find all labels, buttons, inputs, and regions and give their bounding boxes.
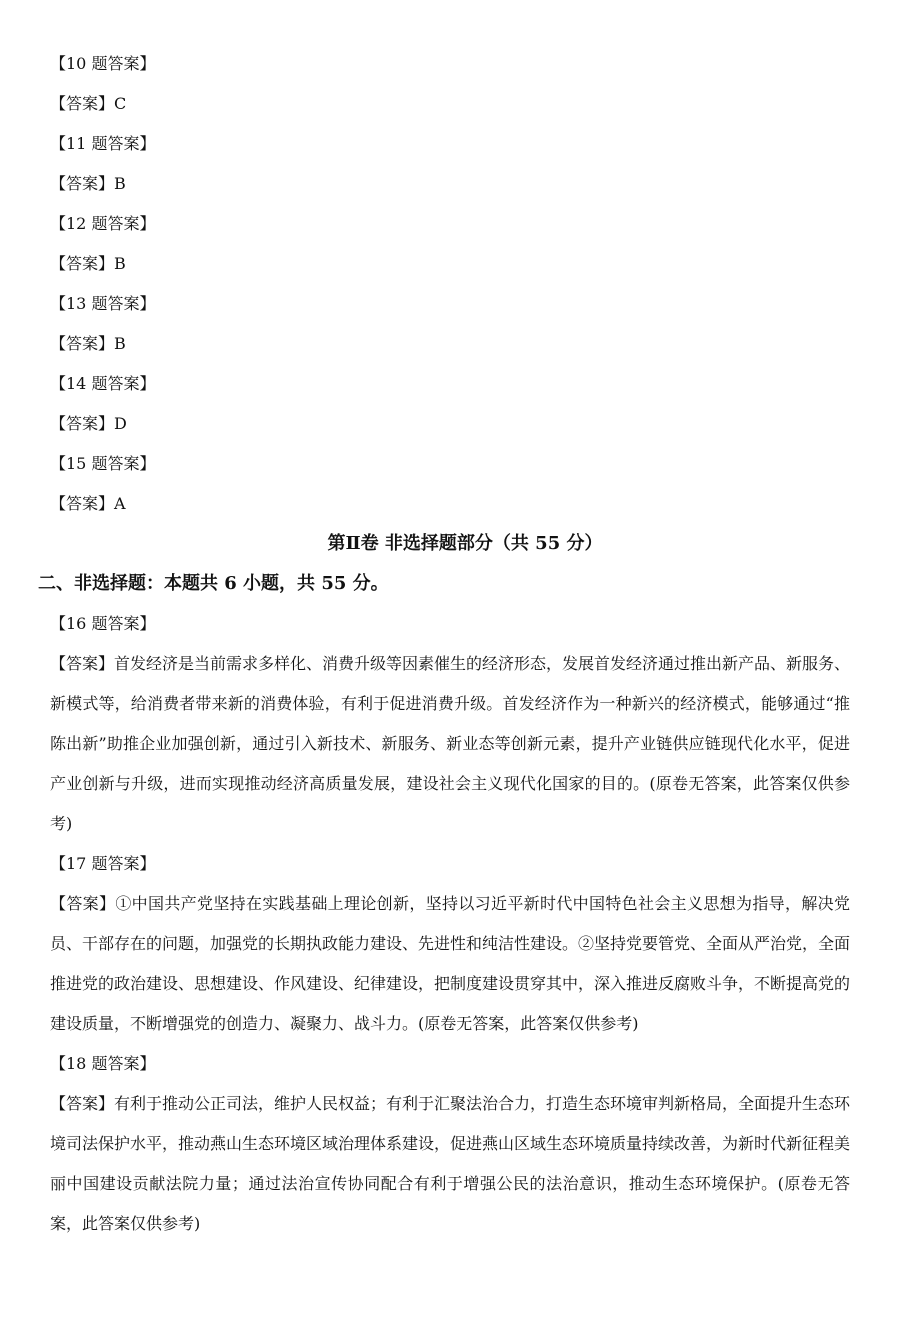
- question-13-title: 【13 题答案】: [50, 294, 156, 313]
- answer-block-12: [50, 204, 850, 284]
- question-17-title: 【17 题答案】: [50, 854, 156, 873]
- question-15-title: 【15 题答案】: [50, 454, 156, 473]
- question-12-title: 【12 题答案】: [50, 214, 156, 233]
- section-title: 第Ⅱ卷 非选择题部分（共 55 分）: [327, 533, 603, 554]
- question-11-title: 【11 题答案】: [50, 134, 156, 153]
- question-14-answer: 【答案】D: [50, 414, 127, 433]
- question-12-answer: 【答案】B: [50, 254, 126, 273]
- question-11-answer: 【答案】B: [50, 174, 126, 193]
- answer-block-16: [50, 604, 850, 844]
- answer-block-17: [50, 844, 850, 1044]
- question-10-answer: 【答案】C: [50, 94, 127, 113]
- question-16-answer: 【答案】首发经济是当前需求多样化、消费升级等因素催生的经济形态，发展首发经济通过推出新产品、新服务、新模式等，给消费者带来新的消费体验，有利于促进消费升级。首发经济作为一种新兴的经济模式，能够通过“推陈出新”助推企业加强创新，通过引入新技术、新服务、新业态等创新元素，提升产业链供应链现代化水平，促进产业创新与升级，进而实现推动经济高质量发展，建设社会主义现代化国家的目的。(原卷无答案，此答案仅供参考): [50, 654, 851, 833]
- answer-block-10: [50, 44, 850, 124]
- answer-block-13: [50, 284, 850, 364]
- section-subtitle: 二、非选择题：本题共 6 小题，共 55 分。: [38, 573, 389, 594]
- question-18-title: 【18 题答案】: [50, 1054, 156, 1073]
- question-15-answer: 【答案】A: [50, 494, 126, 513]
- answer-block-18: [50, 1044, 850, 1244]
- question-10-title: 【10 题答案】: [50, 54, 156, 73]
- question-17-answer: 【答案】①中国共产党坚持在实践基础上理论创新，坚持以习近平新时代中国特色社会主义思想为指导，解决党员、干部存在的问题，加强党的长期执政能力建设、先进性和纯洁性建设。②坚持党要管党、全面从严治党，全面推进党的政治建设、思想建设、作风建设、纪律建设，把制度建设贯穿其中，深入推进反腐败斗争，不断提高党的建设质量，不断增强党的创造力、凝聚力、战斗力。(原卷无答案，此答案仅供参考): [50, 894, 851, 1033]
- question-18-answer: 【答案】有利于推动公正司法，维护人民权益；有利于汇聚法治合力，打造生态环境审判新格局，全面提升生态环境司法保护水平，推动燕山生态环境区域治理体系建设，促进燕山区域生态环境质量持续改善，为新时代新征程美丽中国建设贡献法院力量；通过法治宣传协同配合有利于增强公民的法治意识，推动生态环境保护。(原卷无答案，此答案仅供参考): [50, 1094, 851, 1233]
- answer-block-11: [50, 124, 850, 204]
- question-13-answer: 【答案】B: [50, 334, 126, 353]
- question-16-title: 【16 题答案】: [50, 614, 156, 633]
- answer-block-14: [50, 364, 850, 444]
- answer-block-15: [50, 444, 850, 524]
- question-14-title: 【14 题答案】: [50, 374, 156, 393]
